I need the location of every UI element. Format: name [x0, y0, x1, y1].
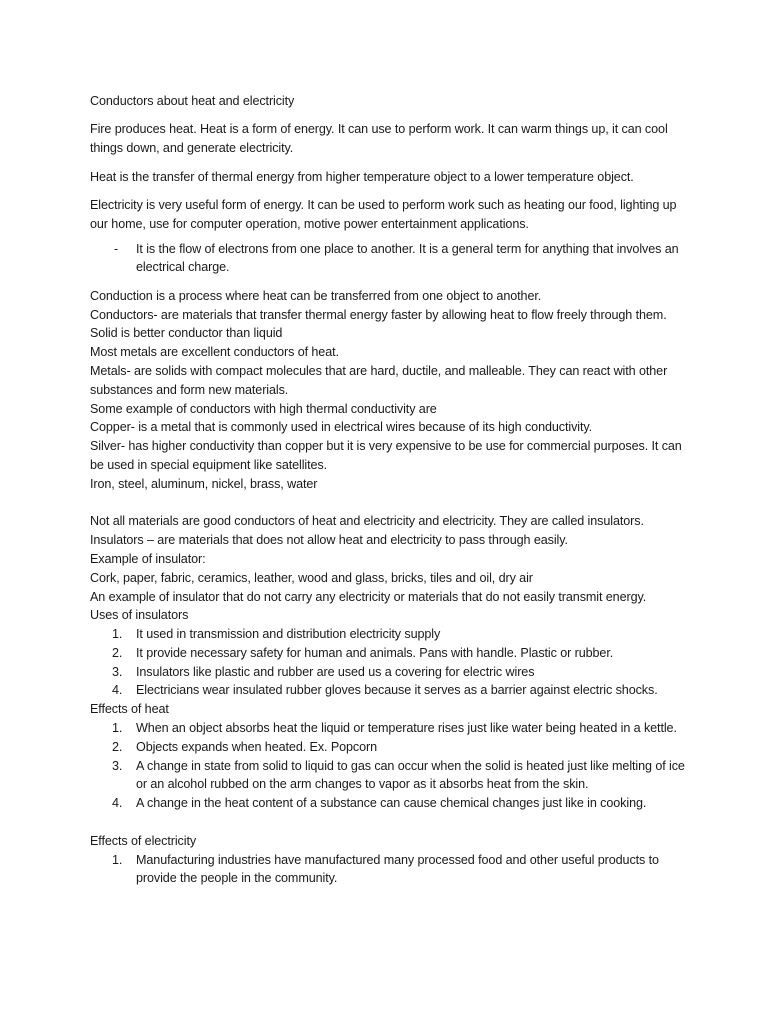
- document-body: [90, 92, 690, 888]
- insulator-line: Example of insulator:: [90, 551, 206, 566]
- conduction-line: Copper- is a metal that is commonly used in electrical wires because of its high conductivity.: [90, 420, 593, 435]
- conduction-line: Solid is better conductor than liquid: [90, 326, 283, 341]
- list-item: [90, 738, 690, 757]
- list-number: 3.: [112, 758, 123, 773]
- heat-effects-list: [90, 719, 690, 813]
- list-number: 2.: [112, 645, 123, 660]
- conduction-section: [90, 287, 690, 494]
- uses-heading: Uses of insulators: [90, 608, 189, 623]
- blank-line: [90, 494, 690, 513]
- conduction-line: Conductors- are materials that transfer thermal energy faster by allowing heat to flow freely through them.: [90, 307, 667, 322]
- list-item: [90, 663, 690, 682]
- electricity-heading: Effects of electricity: [90, 833, 197, 848]
- insulator-line: Insulators – are materials that does not allow heat and electricity to pass through easily.: [90, 533, 568, 548]
- list-item: [90, 851, 690, 889]
- intro-paragraph: Electricity is very useful form of energy. It can be used to perform work such as heating our food, lighting up our home, use for computer operation, motive power entertainment applications.: [90, 197, 677, 231]
- insulator-line: An example of insulator that do not carry any electricity or materials that do not easily transmit energy.: [90, 589, 647, 604]
- intro-paragraph: Fire produces heat. Heat is a form of energy. It can use to perform work. It can warm things up, it can cool things down, and generate electricity.: [90, 122, 668, 156]
- intro-paragraph: Heat is the transfer of thermal energy from higher temperature object to a lower temperature object.: [90, 169, 634, 184]
- conduction-line: Metals- are solids with compact molecules that are hard, ductile, and malleable. They can react with other substances and form new materials.: [90, 363, 668, 397]
- insulator-section: [90, 512, 690, 606]
- conduction-line: Conduction is a process where heat can be transferred from one object to another.: [90, 288, 542, 303]
- list-item: [90, 719, 690, 738]
- list-item-text: When an object absorbs heat the liquid or temperature rises just like water being heated in a kettle.: [136, 721, 677, 736]
- dash-list: [90, 240, 690, 278]
- list-item-text: A change in the heat content of a substance can cause chemical changes just like in cooking.: [136, 796, 647, 811]
- uses-list: [90, 625, 690, 700]
- insulator-line: Cork, paper, fabric, ceramics, leather, wood and glass, bricks, tiles and oil, dry air: [90, 570, 533, 585]
- list-item-text: Electricians wear insulated rubber gloves because it serves as a barrier against electric shocks.: [136, 683, 658, 698]
- list-item: [90, 644, 690, 663]
- blank-line: [90, 813, 690, 832]
- list-number: 1.: [112, 721, 123, 736]
- conduction-line: Some example of conductors with high thermal conductivity are: [90, 401, 437, 416]
- list-item-text: It provide necessary safety for human and animals. Pans with handle. Plastic or rubber.: [136, 645, 614, 660]
- list-item: [90, 625, 690, 644]
- list-item-text: Insulators like plastic and rubber are used us a covering for electric wires: [136, 664, 535, 679]
- conduction-line: Silver- has higher conductivity than copper but it is very expensive to be use for commercial purposes. It can be used in special equipment like satellites.: [90, 439, 682, 472]
- list-number: 4.: [112, 683, 123, 698]
- insulator-line: Not all materials are good conductors of heat and electricity and electricity. They are called insulators.: [90, 514, 644, 529]
- conduction-line: Iron, steel, aluminum, nickel, brass, water: [90, 476, 318, 491]
- electricity-effects-list: [90, 851, 690, 889]
- list-item-text: Objects expands when heated. Ex. Popcorn: [136, 739, 378, 754]
- list-item-text: A change in state from solid to liquid to gas can occur when the solid is heated just like melting of ice or an alcohol rubbed on the arm changes to vapor as it absorbs heat from the skin.: [136, 758, 685, 792]
- list-number: 3.: [112, 664, 123, 679]
- dash-item-text: It is the flow of electrons from one place to another. It is a general term for anything that involves an electrical charge.: [136, 241, 679, 275]
- dash-list-item: [90, 240, 690, 278]
- list-item-text: Manufacturing industries have manufactured many processed food and other useful products to provide the people in the community.: [136, 852, 659, 886]
- list-item: [90, 794, 690, 813]
- list-number: 1.: [112, 627, 123, 642]
- list-number: 2.: [112, 739, 123, 754]
- document-title: Conductors about heat and electricity: [90, 94, 295, 108]
- heat-heading: Effects of heat: [90, 702, 169, 717]
- dash-marker: -: [114, 241, 119, 256]
- list-item-text: It used in transmission and distribution electricity supply: [136, 627, 441, 642]
- conduction-line: Most metals are excellent conductors of heat.: [90, 345, 339, 360]
- list-number: 1.: [112, 852, 123, 867]
- list-item: [90, 681, 690, 700]
- list-item: [90, 757, 690, 795]
- list-number: 4.: [112, 796, 123, 811]
